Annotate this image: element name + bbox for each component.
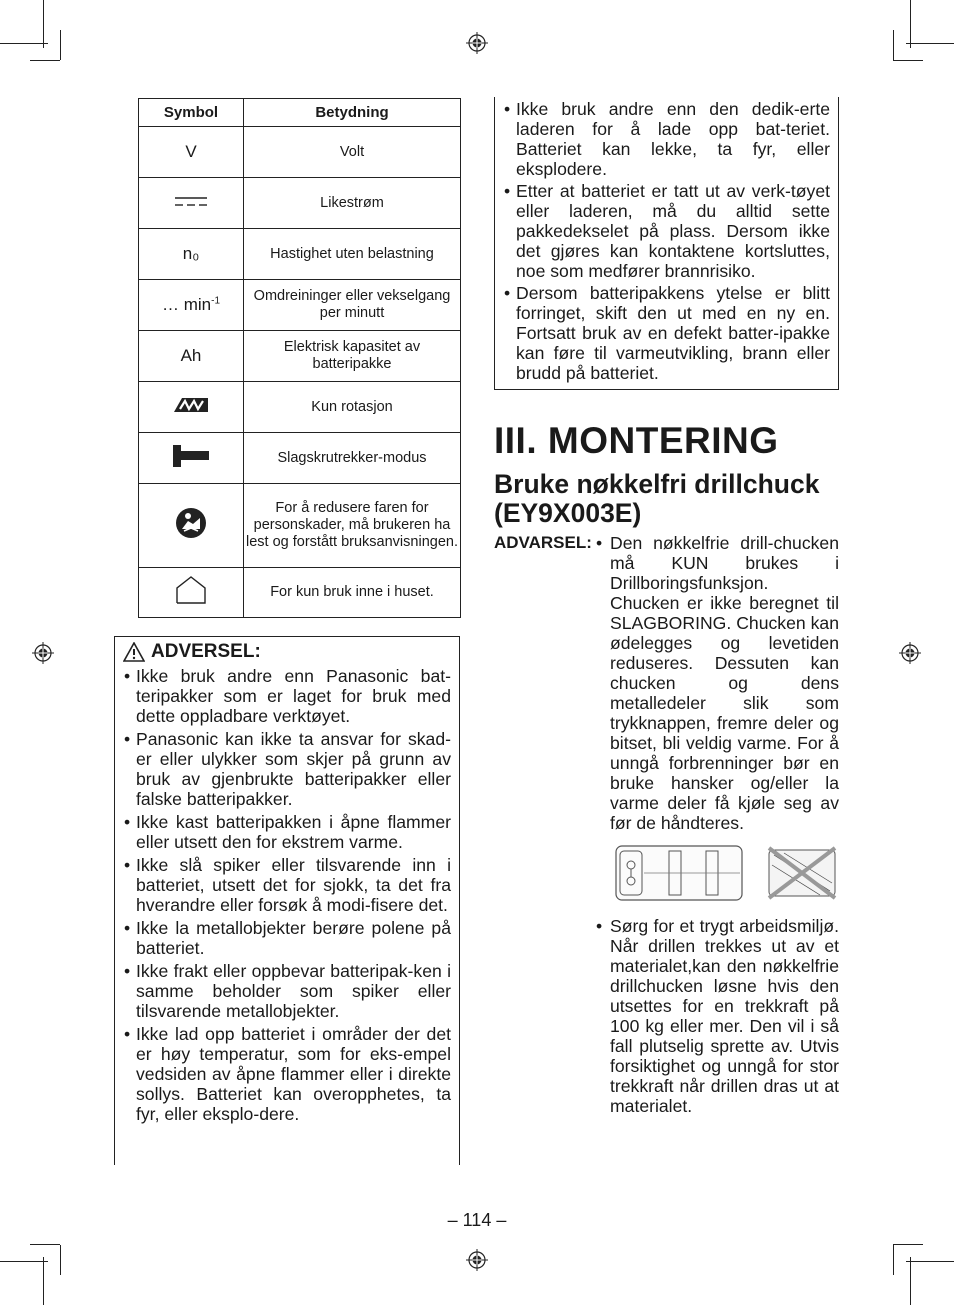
table-row bbox=[139, 127, 461, 178]
meaning-cell: Slagskrutrekker-modus bbox=[244, 433, 461, 484]
symbol-cell: Ah bbox=[139, 331, 244, 382]
list-item: • Ikke bruk andre enn Panasonic bat-teripakker som er laget for bruk med dette oppladbare verktøyet. bbox=[115, 666, 451, 726]
crop-mark bbox=[906, 1261, 954, 1262]
header-meaning: Betydning bbox=[244, 99, 461, 127]
read-manual-icon bbox=[175, 507, 207, 539]
symbol-cell bbox=[139, 568, 244, 618]
crop-mark bbox=[893, 30, 894, 60]
meaning-cell: Omdreininger eller vekselgang per minutt bbox=[244, 280, 461, 331]
crop-mark bbox=[910, 1257, 911, 1305]
registration-mark-icon bbox=[466, 1249, 488, 1271]
symbol-table bbox=[138, 98, 461, 618]
registration-mark-icon bbox=[32, 642, 54, 664]
meaning-cell: For å redusere faren for personskader, må brukeren ha lest og forstått bruksanvisningen. bbox=[244, 484, 461, 568]
crop-mark bbox=[0, 1261, 48, 1262]
symbol-cell bbox=[139, 433, 244, 484]
section-title: III. MONTERING bbox=[494, 420, 779, 461]
list-item: • Dersom batteripakkens ytelse er blitt forringet, skift den ut med en ny en. Fortsatt bruk av en defekt batter-ipakke kan føre til varmeutvikling, brann eller brudd på batteriet. bbox=[495, 283, 830, 383]
subsection-title: Bruke nøkkelfri drillchuck (EY9X003E) bbox=[494, 469, 820, 528]
symbol-cell: V bbox=[139, 127, 244, 178]
warning-continuation-box bbox=[494, 97, 839, 390]
crop-mark bbox=[893, 60, 923, 61]
meaning-cell: Hastighet uten belastning bbox=[244, 229, 461, 280]
table-row bbox=[139, 568, 461, 618]
crop-mark bbox=[893, 1245, 894, 1275]
bullet: • bbox=[596, 533, 603, 553]
table-row bbox=[139, 382, 461, 433]
table-row bbox=[139, 280, 461, 331]
crop-mark bbox=[910, 0, 911, 48]
meaning-cell: For kun bruk inne i huset. bbox=[244, 568, 461, 618]
table-row bbox=[139, 331, 461, 382]
warning-list bbox=[495, 99, 830, 383]
crop-mark bbox=[60, 30, 61, 60]
meaning-cell: Kun rotasjon bbox=[244, 382, 461, 433]
bullet: • bbox=[596, 916, 603, 936]
crop-mark bbox=[906, 43, 954, 44]
symbol-cell: n₀ bbox=[139, 229, 244, 280]
crop-mark bbox=[43, 0, 44, 48]
table-header-row bbox=[139, 99, 461, 127]
list-item: • Ikke lad opp batteriet i områder der det er høy temperatur, som for eks-empel vedsiden av åpne flammer eller i direkte sollys. Batteriet kan overopphetes, ta fyr, eller eksplo-dere. bbox=[115, 1024, 451, 1124]
crop-mark bbox=[30, 60, 60, 61]
table-row bbox=[139, 229, 461, 280]
impact-mode-icon bbox=[171, 443, 211, 469]
crop-mark bbox=[60, 1245, 61, 1275]
list-item: • Panasonic kan ikke ta ansvar for skad-er eller ulykker som skjer på grunn av bruk av gjenbrukte batteripakker eller falske batteripakker. bbox=[115, 729, 451, 809]
safety-note: Sørg for et trygt arbeidsmiljø. Når drillen trekkes ut av et materialet,kan den nøkkelfrie drillchucken løsne hvis den utsettes for en trekkraft på 100 kg eller mer. Den vil i så fall plutselig sprette av. Utvis forsiktighet og unngå for stor trekkraft når drillen dras ut at materialet. bbox=[610, 916, 839, 1116]
symbol-cell bbox=[139, 280, 244, 331]
crop-mark bbox=[30, 1244, 60, 1245]
table-row bbox=[139, 433, 461, 484]
registration-mark-icon bbox=[466, 32, 488, 54]
table-row bbox=[139, 178, 461, 229]
caution-label: ADVARSEL: bbox=[494, 533, 592, 552]
rotation-only-icon bbox=[172, 396, 210, 414]
table-row bbox=[139, 484, 461, 568]
symbol-cell bbox=[139, 484, 244, 568]
direct-current-icon bbox=[173, 194, 209, 208]
caution-text: Den nøkkelfrie drill-chucken må KUN brukes i Drillboringsfunksjon. Chucken er ikke beregnet til SLAGBORING. Chucken kan ødelegges og levetiden reduseres. Dessuten kan chucken og dens metalledeler slik som trykknappen, fremre deler og bitset, bli veldig varme. For å unngå forbrenninger bør en bruke hansker og/eller la varme deler få kjøle seg av før de håndteres. bbox=[610, 533, 839, 833]
symbol-cell bbox=[139, 382, 244, 433]
list-item: • Etter at batteriet er tatt ut av verk-tøyet eller laderen, må du alltid sette pakkedekselet på plass. Dersom ikke det gjøres kan kontaktene kortsluttes, noe som medfører brannrisiko. bbox=[495, 181, 830, 281]
list-item: • Ikke frakt eller oppbevar batteripak-ken i samme beholder som spiker eller tilsvarende metallobjekter. bbox=[115, 961, 451, 1021]
meaning-cell: Likestrøm bbox=[244, 178, 461, 229]
meaning-cell: Elektrisk kapasitet av batteripakke bbox=[244, 331, 461, 382]
meaning-cell: Volt bbox=[244, 127, 461, 178]
list-item: • Ikke la metallobjekter berøre polene på batteriet. bbox=[115, 918, 451, 958]
crop-mark bbox=[893, 1244, 923, 1245]
list-item: • Ikke kast batteripakken i åpne flammer eller utsett den for ekstrem varme. bbox=[115, 812, 451, 852]
drill-chuck-illustration bbox=[614, 843, 840, 903]
warning-heading-text: ADVERSEL: bbox=[151, 641, 261, 662]
symbol-cell bbox=[139, 178, 244, 229]
list-item: • Ikke bruk andre enn den dedik-erte laderen for å lade opp bat-teriet. Batteriet kan lekke, ta fyr, eller eksplodere. bbox=[495, 99, 830, 179]
page-number: – 114 – bbox=[447, 1210, 507, 1230]
indoor-house-icon bbox=[174, 575, 208, 605]
crop-mark bbox=[43, 1257, 44, 1305]
warning-list bbox=[115, 666, 451, 1124]
list-item: • Ikke slå spiker eller tilsvarende inn i batteriet, utsett det for sjokk, ta det fra hverandre eller forsøk å modi-fisere det. bbox=[115, 855, 451, 915]
crop-mark bbox=[0, 43, 48, 44]
warning-triangle-icon bbox=[123, 642, 145, 662]
warning-box bbox=[114, 636, 460, 1165]
symbol-text: … min bbox=[161, 295, 212, 314]
header-symbol: Symbol bbox=[139, 99, 244, 127]
symbol-superscript: -1 bbox=[211, 295, 221, 307]
registration-mark-icon bbox=[899, 642, 921, 664]
warning-heading bbox=[123, 641, 459, 663]
